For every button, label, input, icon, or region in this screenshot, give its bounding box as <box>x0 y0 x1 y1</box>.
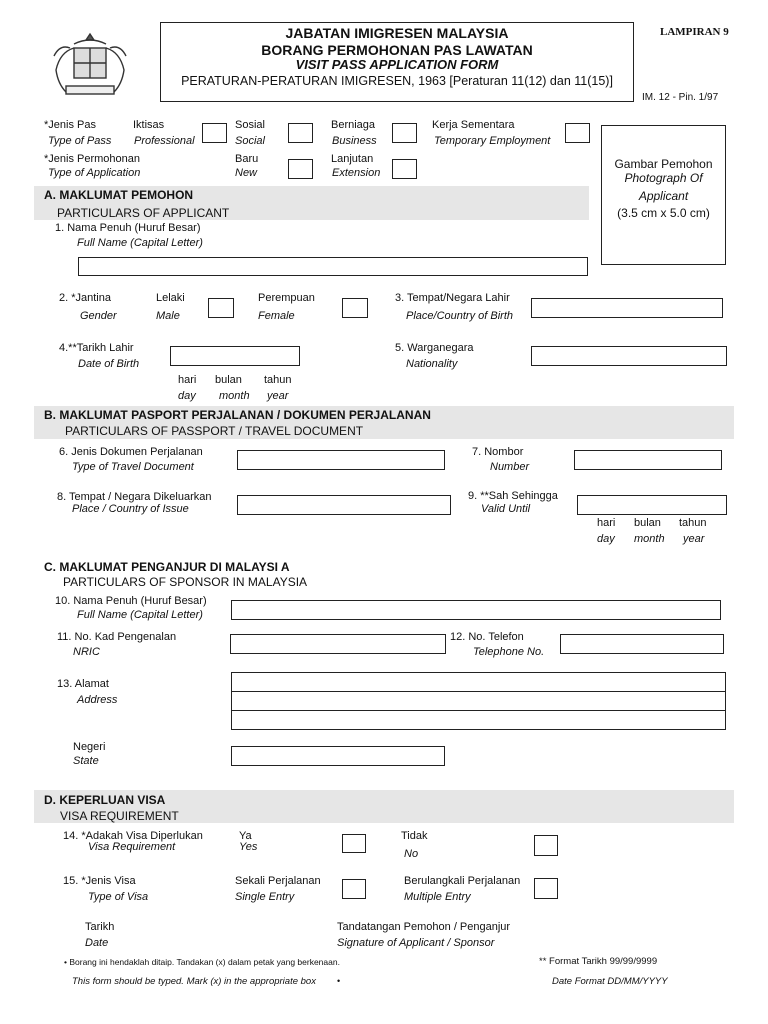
dob-label: 4.**Tarikh Lahir <box>59 342 134 354</box>
nric-label: 11. No. Kad Pengenalan <box>57 631 177 643</box>
footer-bullet: • <box>337 976 341 986</box>
valid-day-label-en: day <box>597 533 615 545</box>
date-format-ms: ** Format Tarikh 99/99/9999 <box>539 956 658 967</box>
state-field[interactable] <box>231 746 445 766</box>
section-d-title: D. KEPERLUAN VISA <box>44 793 166 807</box>
yes-label: Ya <box>239 830 252 842</box>
nationality-label-en: Nationality <box>406 358 458 370</box>
section-b-subtitle: PARTICULARS OF PASSPORT / TRAVEL DOCUMENT <box>65 424 364 438</box>
date-label-en: Date <box>85 937 109 949</box>
nationality-field[interactable] <box>531 346 727 366</box>
single-entry-checkbox[interactable] <box>342 879 366 899</box>
nric-field[interactable] <box>230 634 446 654</box>
doc-type-label: 6. Jenis Dokumen Perjalanan <box>59 446 203 458</box>
gender-label: 2. *Jantina <box>59 292 111 304</box>
valid-until-label: 9. **Sah Sehingga <box>468 490 558 502</box>
footer-note-en: This form should be typed. Mark (x) in the appropriate box <box>72 976 316 987</box>
lampiran-label: LAMPIRAN 9 <box>660 26 729 38</box>
dob-field[interactable] <box>170 346 300 366</box>
applicant-name-label: 1. Nama Penuh (Huruf Besar) <box>55 222 201 234</box>
address-field-line2[interactable] <box>231 691 726 711</box>
dob-day-label: hari <box>178 374 197 386</box>
place-of-birth-field[interactable] <box>531 298 723 318</box>
sponsor-name-label-en: Full Name (Capital Letter) <box>77 609 203 621</box>
professional-checkbox[interactable] <box>202 123 227 143</box>
male-label: Lelaki <box>156 292 185 304</box>
section-c-title: C. MAKLUMAT PENGANJUR DI MALAYSI A <box>44 560 290 574</box>
regulation-text: PERATURAN-PERATURAN IMIGRESEN, 1963 [Peraturan 11(12) dan 11(15)] <box>181 74 613 88</box>
photo-size: (3.5 cm x 5.0 cm) <box>617 206 710 220</box>
multiple-entry-checkbox[interactable] <box>534 878 558 899</box>
sponsor-name-label: 10. Nama Penuh (Huruf Besar) <box>55 595 207 607</box>
dob-label-en: Date of Birth <box>78 358 140 370</box>
applicant-name-field[interactable] <box>78 257 588 276</box>
state-label: Negeri <box>73 741 106 753</box>
valid-month-label: bulan <box>634 517 661 529</box>
section-d-subtitle: VISA REQUIREMENT <box>60 809 179 823</box>
valid-until-label-en: Valid Until <box>481 503 531 515</box>
pass-type-label-en: Type of Pass <box>48 135 112 147</box>
valid-year-label: tahun <box>679 517 707 529</box>
signature-label-en: Signature of Applicant / Sponsor <box>337 937 495 949</box>
section-a-subtitle: PARTICULARS OF APPLICANT <box>57 206 230 220</box>
department-title: JABATAN IMIGRESEN MALAYSIA <box>285 25 509 41</box>
valid-year-label-en: year <box>683 533 705 545</box>
doc-number-label-en: Number <box>490 461 530 473</box>
application-type-label: *Jenis Permohonan <box>44 153 141 165</box>
telephone-field[interactable] <box>560 634 724 654</box>
address-label: 13. Alamat <box>57 678 109 690</box>
business-checkbox[interactable] <box>392 123 417 143</box>
visa-type-label: 15. *Jenis Visa <box>63 875 136 887</box>
temp-employment-checkbox[interactable] <box>565 123 590 143</box>
valid-day-label: hari <box>597 517 616 529</box>
yes-label-en: Yes <box>239 841 258 853</box>
nric-label-en: NRIC <box>73 646 100 658</box>
form-code: IM. 12 - Pin. 1/97 <box>642 92 719 103</box>
valid-until-field[interactable] <box>577 495 727 515</box>
valid-month-label-en: month <box>634 533 665 545</box>
temp-employment-label-en: Temporary Employment <box>434 135 551 147</box>
doc-type-label-en: Type of Travel Document <box>72 461 194 473</box>
dob-month-label: bulan <box>215 374 242 386</box>
new-label-en: New <box>235 167 258 179</box>
female-checkbox[interactable] <box>342 298 368 318</box>
photo-label-line1: Gambar Pemohon <box>614 157 713 171</box>
form-title-en: VISIT PASS APPLICATION FORM <box>295 57 499 72</box>
issue-place-label: 8. Tempat / Negara Dikeluarkan <box>57 491 212 503</box>
dob-year-label-en: year <box>267 390 289 402</box>
photo-label-line2: Photograph Of <box>624 171 703 185</box>
no-label-en: No <box>404 848 419 860</box>
female-label: Perempuan <box>258 292 315 304</box>
date-format-en: Date Format DD/MM/YYYY <box>552 976 668 987</box>
visa-no-checkbox[interactable] <box>534 835 558 856</box>
social-label: Sosial <box>235 119 265 131</box>
dob-day-label-en: day <box>178 390 196 402</box>
gender-label-en: Gender <box>80 310 117 322</box>
application-type-label-en: Type of Application <box>48 167 141 179</box>
photo-label-line3: Applicant <box>638 189 689 203</box>
dob-year-label: tahun <box>264 374 292 386</box>
female-label-en: Female <box>258 310 295 322</box>
single-entry-label-en: Single Entry <box>235 891 295 903</box>
professional-label-en: Professional <box>134 135 195 147</box>
visa-required-label: 14. *Adakah Visa Diperlukan <box>63 830 203 842</box>
nationality-label: 5. Warganegara <box>395 342 474 354</box>
doc-number-label: 7. Nombor <box>472 446 524 458</box>
place-of-birth-label: 3. Tempat/Negara Lahir <box>395 292 510 304</box>
footer-note-ms: • Borang ini hendaklah ditaip. Tandakan (x) dalam petak yang berkenaan. <box>64 957 340 967</box>
professional-label: Iktisas <box>133 119 165 131</box>
address-label-en: Address <box>77 694 118 706</box>
date-label: Tarikh <box>85 921 115 933</box>
address-field-line1[interactable] <box>231 672 726 692</box>
sponsor-name-field[interactable] <box>231 600 721 620</box>
doc-type-field[interactable] <box>237 450 445 470</box>
extension-label-en: Extension <box>332 167 381 179</box>
male-label-en: Male <box>156 310 180 322</box>
visa-type-label-en: Type of Visa <box>88 891 149 903</box>
telephone-label: 12. No. Telefon <box>450 631 524 643</box>
multiple-entry-label: Berulangkali Perjalanan <box>404 875 521 887</box>
visa-yes-checkbox[interactable] <box>342 834 366 853</box>
business-label-en: Business <box>332 135 377 147</box>
business-label: Berniaga <box>331 119 376 131</box>
multiple-entry-label-en: Multiple Entry <box>404 891 471 903</box>
extension-checkbox[interactable] <box>392 159 417 179</box>
place-of-birth-label-en: Place/Country of Birth <box>406 310 513 322</box>
pass-type-label: *Jenis Pas <box>44 119 96 131</box>
state-label-en: State <box>73 755 99 767</box>
doc-number-field[interactable] <box>574 450 722 470</box>
extension-label: Lanjutan <box>331 153 374 165</box>
section-c-subtitle: PARTICULARS OF SPONSOR IN MALAYSIA <box>63 575 308 589</box>
social-checkbox[interactable] <box>288 123 313 143</box>
social-label-en: Social <box>235 135 265 147</box>
section-a-title: A. MAKLUMAT PEMOHON <box>44 188 194 202</box>
issue-place-label-en: Place / Country of Issue <box>72 503 189 515</box>
applicant-name-label-en: Full Name (Capital Letter) <box>77 237 203 249</box>
new-checkbox[interactable] <box>288 159 313 179</box>
male-checkbox[interactable] <box>208 298 234 318</box>
dob-month-label-en: month <box>219 390 250 402</box>
temp-employment-label: Kerja Sementara <box>432 119 515 131</box>
no-label: Tidak <box>401 830 428 842</box>
form-title-ms: BORANG PERMOHONAN PAS LAWATAN <box>261 42 533 58</box>
signature-label: Tandatangan Pemohon / Penganjur <box>337 921 511 933</box>
new-label: Baru <box>235 153 259 165</box>
telephone-label-en: Telephone No. <box>473 646 545 658</box>
section-b-title: B. MAKLUMAT PASPORT PERJALANAN / DOKUMEN PERJALANAN <box>44 408 431 422</box>
visa-required-label-en: Visa Requirement <box>88 841 176 853</box>
issue-place-field[interactable] <box>237 495 451 515</box>
address-field-line3[interactable] <box>231 710 726 730</box>
coat-of-arms-logo <box>44 28 136 102</box>
single-entry-label: Sekali Perjalanan <box>235 875 321 887</box>
